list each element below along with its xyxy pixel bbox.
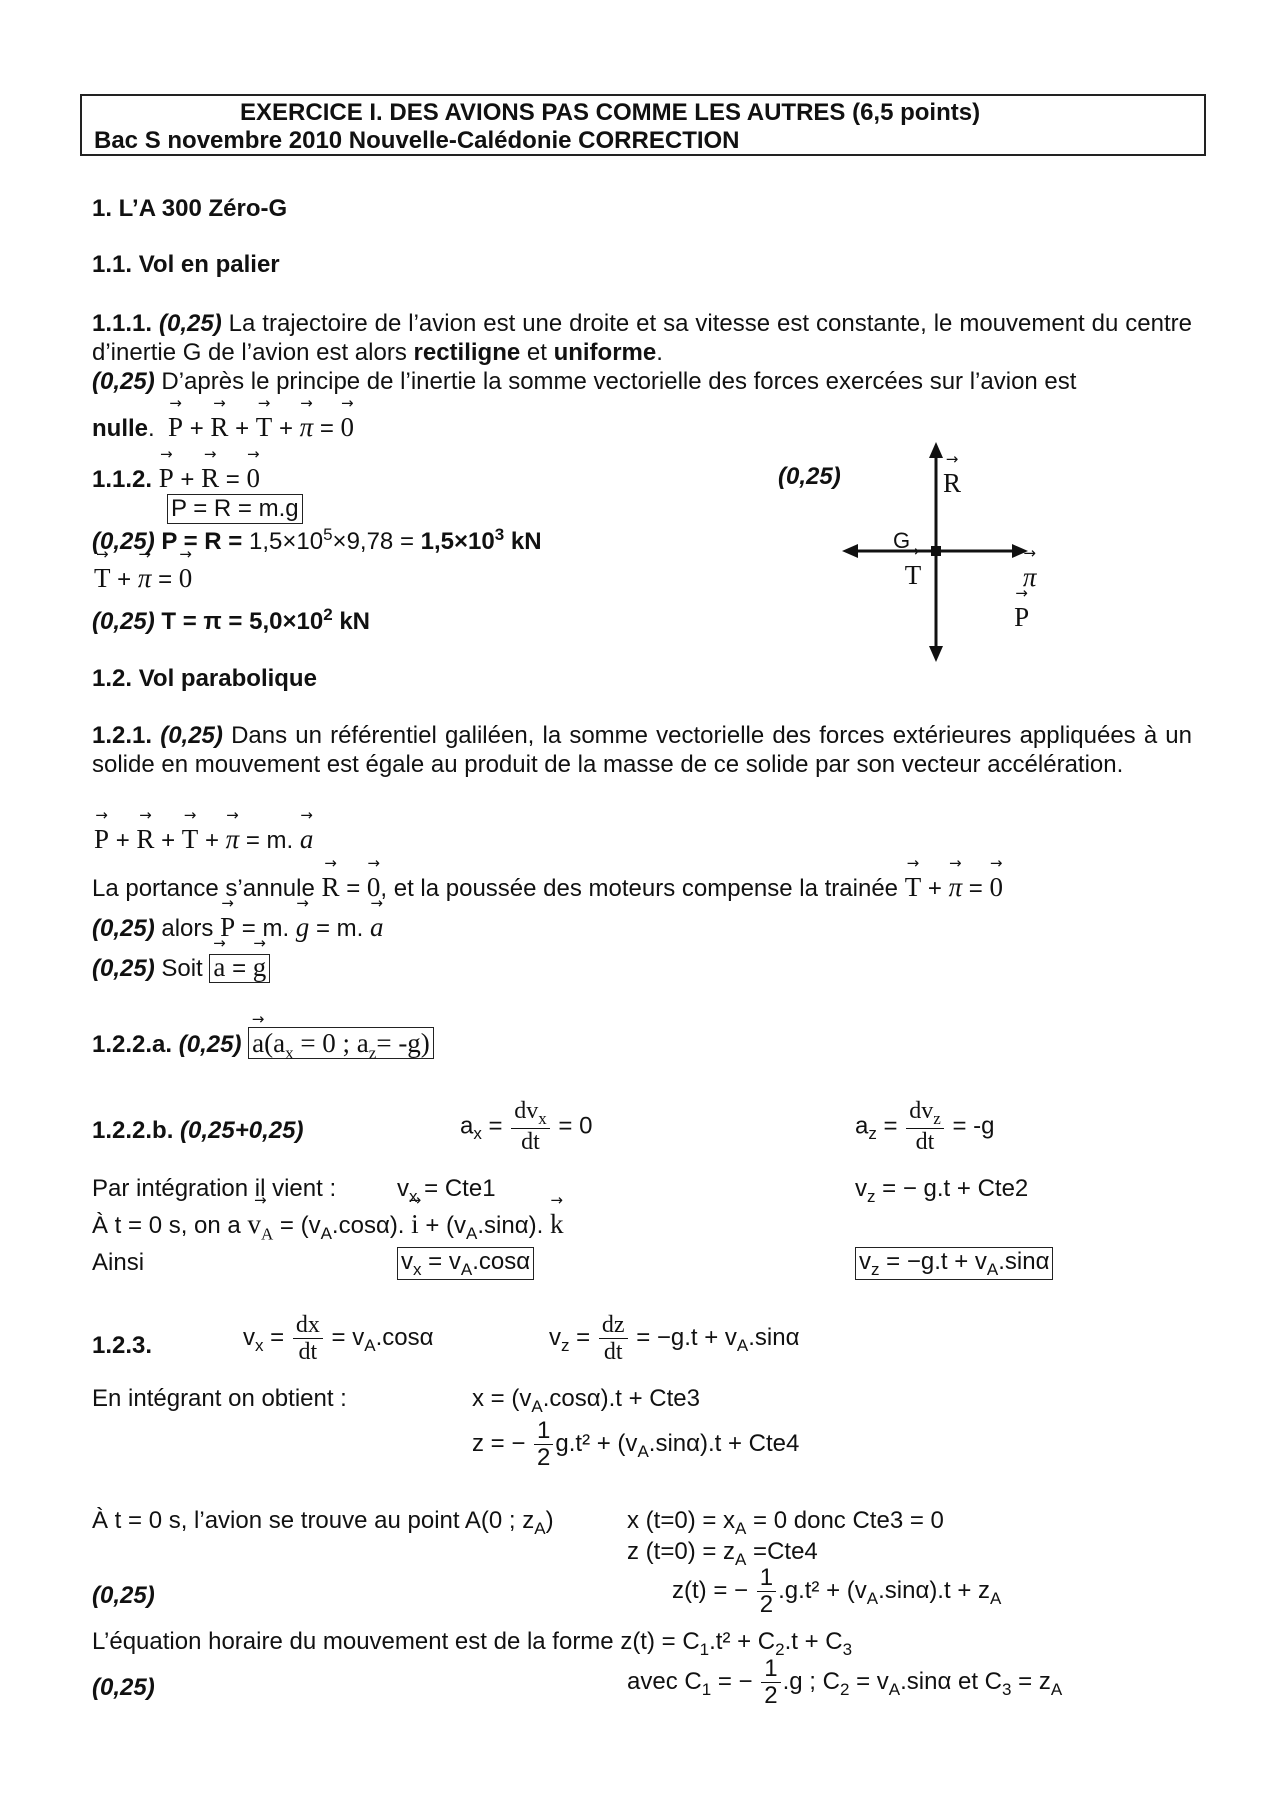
subscript: x (285, 1043, 294, 1063)
text: (a (264, 1028, 286, 1058)
text: = (263, 1324, 285, 1352)
text: dv (514, 1098, 539, 1124)
text: z (t=0) = z (627, 1538, 736, 1565)
points-label: (0,25) (92, 608, 155, 635)
equals: = (968, 875, 983, 902)
q-number: 1.2.2.a. (92, 1031, 173, 1058)
equation-P-R (92, 463, 260, 494)
line-initial-velocity: À t = 0 s, on $a \to v_A = (v_A.\cos\alpha)$. → $i + (v_A.\sin\alpha)$. → k (92, 1209, 563, 1244)
vector-zero: → 0 (246, 463, 260, 494)
vector-zero: → 0 (367, 872, 381, 903)
eq-vz-derivative: $v_z$ = $\frac{dz}{dt}$ = $-g.t + v_A.\sin\alpha$ (549, 1312, 800, 1366)
text: x (t=0) = x (627, 1507, 736, 1534)
vector-v: → $v_A$ (247, 1209, 273, 1244)
text: = z (1011, 1668, 1051, 1696)
text: = (569, 1324, 591, 1352)
text: Dans un référentiel galiléen, la somme vectorielle des forces extérieures appliquées à un solide en mouvement est égale au produit de la masse de ce solide par son vecteur accélération. (92, 722, 1193, 778)
fraction-dvx-dt: $\frac{dv_x}{dt}$ (511, 1098, 550, 1156)
text: = − (711, 1668, 753, 1696)
line-T-value (92, 605, 370, 636)
equals-m: = m. (245, 827, 294, 854)
points-label: (0,25) (92, 368, 155, 395)
text: . (656, 339, 663, 366)
exercise-title: EXERCICE I. DES AVIONS PAS COMME LES AUTRES (6,5 points) (240, 99, 981, 126)
text: dt (521, 1129, 540, 1156)
diagram-label-pi: → π (1023, 562, 1037, 593)
force-diagram (840, 440, 1040, 665)
vector-k: → k (550, 1209, 564, 1240)
text: g.t² + (v (555, 1430, 638, 1458)
text: .sinα et C (900, 1668, 1003, 1696)
text: = − g.t + Cte2 (875, 1175, 1029, 1202)
result: 1,5×10 (420, 528, 495, 555)
text: = 0 ; a (293, 1028, 369, 1058)
keyword-rectiligne: rectiligne (413, 339, 521, 366)
text: v (243, 1324, 255, 1352)
line-point-A: À t = 0 s, l’avion se trouve au point A(0 ; $z_A$) (92, 1507, 554, 1538)
plus: + (278, 415, 293, 442)
points-label: (0,25) (92, 955, 155, 982)
points-label: (0,25) (178, 1031, 242, 1058)
vector-P: → P (159, 463, 174, 494)
dot: . (148, 415, 155, 442)
ainsi-label: Ainsi (92, 1249, 145, 1276)
vector-T: → T (905, 872, 922, 903)
text: , et la poussée des moteurs compense la trainée (380, 875, 899, 902)
text: L’équation horaire du mouvement est de la forme z(t) = C (92, 1628, 700, 1655)
section-1-heading: 1. L’A 300 Zéro-G (92, 195, 288, 222)
equals: = (158, 566, 173, 593)
vector-pi: → π (949, 872, 963, 903)
text: .cosα (472, 1248, 531, 1275)
text: .t + C (784, 1628, 843, 1655)
exponent: 2 (323, 605, 333, 624)
paragraph-1-1-1 (92, 309, 1192, 396)
fraction-one-half: $\frac{1}{2}$ (757, 1565, 776, 1619)
vector-zero: → 0 (341, 412, 355, 443)
text: x = (v (472, 1385, 532, 1412)
text: et (520, 339, 554, 366)
text: v (549, 1324, 561, 1352)
text: = −g.t + v (636, 1324, 737, 1352)
center-of-inertia (931, 546, 941, 556)
text: À t = 0 s, l’avion se trouve au point A(0 ; z (92, 1507, 535, 1534)
plus: + (115, 827, 130, 854)
vector-a: → a (370, 912, 384, 943)
equals-m: = m. (315, 915, 364, 942)
text: alors (154, 915, 214, 942)
text: = v (331, 1324, 365, 1352)
boxed-vx: $v_x = v_A.\cos\alpha$ (397, 1247, 534, 1280)
text: La portance s’annule (92, 875, 315, 902)
line-1-2-2-a (92, 1028, 434, 1063)
eq-coefficients: avec $C_1$ = − $\frac{1}{2}$ .g ; $C_2 = v_A.\sin\alpha$ et $C_3 = z_A$ (627, 1655, 1063, 1710)
text: = −g.t + v (879, 1248, 987, 1275)
eq-z-initial: z $(t=0) = z_A =Cte4$ (627, 1538, 818, 1569)
diagram-label-T: → T (905, 560, 922, 591)
eq-vx-derivative: $v_x$ = $\frac{dx}{dt}$ = $v_A.\cos\alpha$ (243, 1312, 434, 1366)
text: .sinα).t + z (878, 1577, 990, 1605)
diagram-label-R: → R (943, 468, 961, 499)
vector-R: → R (210, 412, 228, 443)
text: Soit (154, 955, 203, 982)
integrating-label: En intégrant on obtient : (92, 1385, 347, 1412)
exercise-subtitle: Bac S novembre 2010 Nouvelle-Calédonie CORRECTION (94, 127, 740, 154)
fraction-one-half: $\frac{1}{2}$ (761, 1656, 780, 1710)
keyword-uniforme: uniforme (553, 339, 657, 366)
line-P-R-value (92, 525, 542, 556)
points-label: (0,25) (92, 915, 155, 942)
text: z = − (472, 1430, 526, 1458)
text: a (460, 1112, 474, 1140)
vector-a: → a (300, 824, 314, 855)
eq-z-t: z = − $\frac{1}{2}$ $g.t^2 + (v_A.\sin\alpha).t + Cte4$ (472, 1417, 800, 1472)
eq-az: $a_z$ = $\frac{dv_z}{dt}$ = -g (855, 1098, 995, 1156)
plus: + (235, 415, 250, 442)
text: =Cte4 (746, 1538, 818, 1565)
text: .g ; C (782, 1668, 840, 1696)
text: ×9,78 = (332, 528, 414, 555)
vector-zero: → 0 (989, 872, 1003, 903)
vector-R: → R (322, 872, 340, 903)
text: z(t) = − (672, 1577, 749, 1605)
text: = 0 donc Cte3 = 0 (746, 1507, 944, 1534)
text: T = π = 5,0×10 (161, 608, 324, 635)
keyword-nulle: nulle (92, 415, 149, 442)
text: = (481, 1112, 503, 1140)
vector-P: → P (168, 412, 183, 443)
vector-R: → R (201, 463, 219, 494)
text: = (876, 1112, 898, 1140)
boxed-acceleration-components (248, 1027, 434, 1063)
plus: + (180, 466, 195, 493)
arrow-up (929, 442, 943, 458)
vector-T: → T (182, 824, 199, 855)
vector-zero: → 0 (179, 563, 193, 594)
vector-T: → T (94, 563, 111, 594)
unit: kN (339, 608, 371, 635)
vector-T: → T (256, 412, 273, 443)
text: .cosα).t + Cte3 (542, 1385, 700, 1412)
plus: + (117, 566, 132, 593)
q-number-1-2-3: 1.2.3. (92, 1332, 153, 1359)
plus: + (161, 827, 176, 854)
text: .sinα (748, 1324, 800, 1352)
points-label: (0,25) (92, 528, 155, 555)
fraction-dvz-dt: $\frac{dv_z}{dt}$ (906, 1098, 944, 1156)
arrow-down (929, 646, 943, 662)
plus: + (204, 827, 219, 854)
fraction-dz-dt: $\frac{dz}{dt}$ (599, 1312, 628, 1366)
q-number-1-2-2-b (92, 1117, 303, 1145)
vector-R: → R (136, 824, 154, 855)
points-label: (0,25) (159, 310, 222, 337)
text: .cosα). (331, 1212, 405, 1239)
text: .sinα). (477, 1212, 544, 1239)
text: = -g (952, 1112, 995, 1140)
eq-x-initial: x $(t=0) = x_A = 0$ donc Cte3 = 0 (627, 1507, 944, 1538)
exponent: 3 (494, 525, 505, 544)
vector-P: → P (94, 824, 109, 855)
text: À t = 0 s, on a (92, 1212, 241, 1239)
eq-ax: $a_x$ = $\frac{dv_x}{dt}$ = 0 (460, 1098, 593, 1156)
vector-pi: → π (300, 412, 314, 443)
text: .g.t² + (v (778, 1577, 867, 1605)
text: = v (421, 1248, 461, 1275)
line-alors (92, 912, 383, 943)
text: = -g) (376, 1028, 430, 1058)
text: P = R = (161, 528, 243, 555)
exponent: 5 (323, 525, 333, 544)
text: avec C (627, 1668, 702, 1696)
text: = (v (279, 1212, 321, 1239)
vz-constant: $v_z$ = − g.t + Cte2 (855, 1175, 1029, 1206)
equation-forces-sum (92, 412, 354, 443)
text: = v (849, 1668, 889, 1696)
paragraph-1-2-1 (92, 721, 1192, 779)
integration-label: Par intégration il vient : (92, 1175, 337, 1202)
vector-pi: → π (138, 563, 152, 594)
vector-P: → P (220, 912, 235, 943)
text: = Cte1 (417, 1175, 496, 1202)
line-soit (92, 952, 270, 983)
text: .sinα (998, 1248, 1050, 1275)
diagram-label-G: G (893, 528, 911, 553)
text: dt (915, 1129, 935, 1156)
boxed-vz: $v_z = -g.t + v_A.\sin\alpha$ (855, 1247, 1053, 1280)
subscript: z (368, 1043, 377, 1063)
eq-x-t: $x = (v_A.\cos\alpha).t + Cte3$ (472, 1385, 700, 1416)
fraction-one-half: $\frac{1}{2}$ (534, 1418, 553, 1472)
vector-pi: → π (226, 824, 240, 855)
text: D’après le principe de l’inertie la somme vectorielle des forces exercées sur l’avion est (154, 368, 1077, 395)
equals: = (232, 955, 247, 982)
section-1-2-heading: 1.2. Vol parabolique (92, 665, 317, 692)
boxed-a-equals-g (209, 954, 270, 983)
plus: + (189, 415, 204, 442)
eq-z-of-t: z(t) = − $\frac{1}{2}$ $.g.t^2 + (v_A.\sin\alpha).t + z_A$ (672, 1564, 1002, 1619)
diagram-label-P: → P (1014, 602, 1029, 633)
vx-constant: $v_x = Cte1$ (397, 1175, 496, 1206)
arrow-left (842, 544, 858, 558)
equals-m: = m. (241, 915, 290, 942)
section-1-1-heading: 1.1. Vol en palier (92, 251, 280, 278)
vector-a: → a (252, 1028, 264, 1059)
q-number: 1.2.2.b. (92, 1117, 174, 1144)
text: = 0 (558, 1112, 593, 1140)
q-number: 1.1.2. (92, 466, 153, 493)
text: dv (909, 1098, 934, 1124)
vector-i: → i (411, 1209, 419, 1240)
points-label: (0,25+0,25) (180, 1117, 304, 1144)
points-label-right: (0,25) (778, 463, 841, 490)
text: + (v (425, 1212, 467, 1239)
unit: kN (510, 528, 542, 555)
text: .cosα (375, 1324, 434, 1352)
points-label: (0,25) (92, 1582, 155, 1609)
text: a (855, 1112, 869, 1140)
boxed-result: P = R = m.g (167, 494, 303, 524)
text: La trajectoire de l’avion est une droite et sa vitesse est constante, le mouvement du centre d’inertie G de l’avion est alors (92, 310, 1193, 366)
text: .sinα).t + Cte4 (648, 1430, 800, 1458)
fraction-dx-dt: $\frac{dx}{dt}$ (293, 1312, 323, 1366)
equation-newton (94, 824, 313, 855)
q-number: 1.1.1. (92, 310, 153, 337)
plus: + (927, 875, 942, 902)
equals: = (346, 875, 361, 902)
text: 1,5×10 (249, 528, 324, 555)
vector-g: → g (253, 952, 267, 983)
line-horaire: L’équation horaire du mouvement est de la forme $z(t) = C_1.t^2 + C_2.t + C_3$ (92, 1628, 853, 1659)
text: .t² + C (709, 1628, 776, 1655)
q-number: 1.2.1. (92, 722, 153, 749)
equals: = (225, 466, 240, 493)
equation-T-pi (94, 563, 192, 594)
vector-a: → a (213, 952, 225, 983)
vector-g: → g (296, 912, 310, 943)
points-label: (0,25) (160, 722, 223, 749)
equals: = (319, 415, 334, 442)
text: ) (545, 1507, 554, 1534)
points-label: (0,25) (92, 1674, 155, 1701)
